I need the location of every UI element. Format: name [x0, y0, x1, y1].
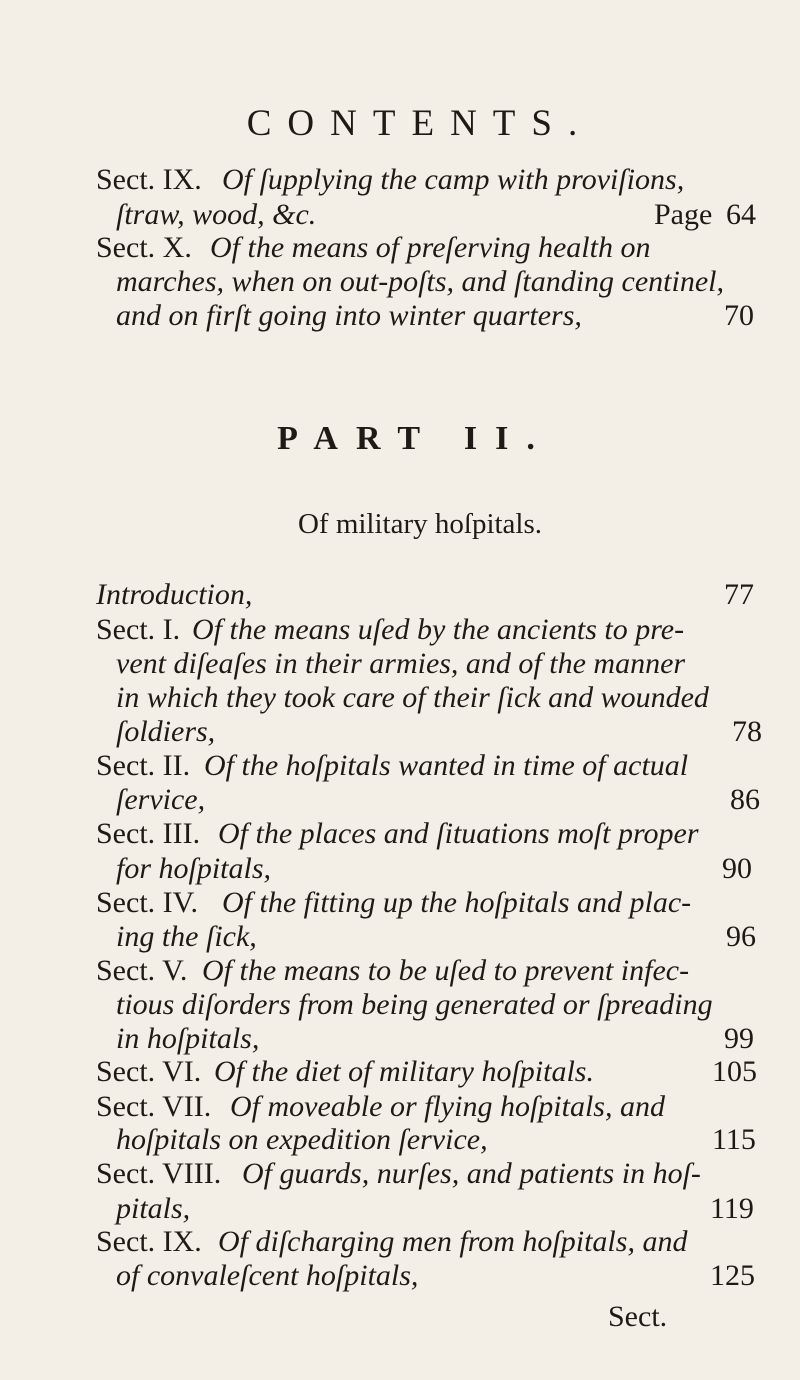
- entry-text: Of the means of preſerving health on: [210, 231, 651, 264]
- page-number: 119: [710, 1192, 754, 1225]
- page-number: 99: [724, 1022, 754, 1055]
- entry-text: Of the means to be uſed to prevent infec-: [202, 954, 690, 987]
- toc-entry-line: [0, 1154, 800, 1194]
- sect-label: Sect. VIII.: [96, 1157, 222, 1190]
- entry-text: Of moveable or flying hoſpitals, and: [230, 1090, 665, 1123]
- entry-text: in hoſpitals,: [116, 1022, 260, 1055]
- catchword-line: [0, 1297, 800, 1337]
- page-number: 90: [722, 852, 752, 885]
- entry-text: in which they took care of their ſick and wounded: [116, 681, 709, 714]
- sect-label: Sect. III.: [96, 817, 201, 850]
- part-subtitle: Of military hoſpitals.: [297, 508, 543, 540]
- toc-entry-line: [0, 814, 800, 854]
- catchword: Sect.: [608, 1300, 668, 1333]
- entry-text: and on firſt going into winter quarters,: [116, 299, 582, 332]
- entry-text: Of the diet of military hoſpitals.: [214, 1055, 594, 1088]
- entry-text: for hoſpitals,: [116, 852, 272, 885]
- page-label: Page: [654, 198, 713, 231]
- page-number: 70: [724, 299, 754, 332]
- page-number: 64: [726, 198, 756, 231]
- entry-text: Of the means uſed by the ancients to pre-: [192, 613, 685, 646]
- entry-text: ſoldiers,: [116, 715, 216, 748]
- sect-label: Sect. IX.: [96, 1225, 202, 1258]
- page-number: 78: [732, 715, 762, 748]
- page-number: 125: [710, 1259, 755, 1292]
- entry-text: vent diſeaſes in their armies, and of the manner: [116, 647, 686, 680]
- entry-text: Of the hoſpitals wanted in time of actual: [204, 749, 689, 782]
- entry-text: Introduction,: [96, 578, 253, 611]
- entry-text: Of the fitting up the hoſpitals and plac-: [222, 886, 692, 919]
- sect-label: Sect. IV.: [96, 886, 198, 919]
- entry-text: Of ſupplying the camp with proviſions,: [222, 163, 685, 196]
- page-number: 77: [724, 578, 754, 611]
- sect-label: Sect. V.: [96, 954, 188, 987]
- entry-text: hoſpitals on expedition ſervice,: [116, 1123, 488, 1156]
- entry-text: Of the places and ſituations moſt proper: [218, 817, 699, 850]
- entry-text: ing the ſick,: [116, 920, 257, 953]
- toc-entry-line: [0, 1256, 800, 1296]
- page-number: 105: [712, 1055, 757, 1088]
- page-number: 115: [712, 1123, 756, 1156]
- entry-text: ſtraw, wood, &c.: [116, 198, 317, 231]
- toc-entry-sect-ix-line1: [0, 160, 800, 200]
- sect-label: Sect. IX.: [96, 163, 202, 196]
- entry-text: tious diſorders from being generated or ſpreading: [116, 988, 713, 1021]
- entry-text: of convaleſcent hoſpitals,: [116, 1259, 419, 1292]
- entry-text: Of diſcharging men from hoſpitals, and: [218, 1225, 688, 1258]
- toc-entry-line: [0, 1052, 800, 1092]
- page-number: 86: [730, 783, 760, 816]
- sect-label: Sect. I.: [96, 613, 181, 646]
- sect-label: Sect. VII.: [96, 1090, 212, 1123]
- entry-text: Of guards, nurſes, and patients in hoſ-: [242, 1157, 701, 1190]
- page-header: CONTENTS.: [246, 103, 594, 144]
- entry-text: marches, when on out-poſts, and ſtanding centinel,: [116, 265, 724, 298]
- toc-entry-introduction: [0, 575, 800, 615]
- sect-label: Sect. X.: [96, 231, 192, 264]
- page-number: 96: [726, 920, 756, 953]
- entry-text: pitals,: [116, 1192, 191, 1225]
- sect-label: Sect. II.: [96, 749, 191, 782]
- part-heading: PART II.: [277, 420, 553, 457]
- sect-label: Sect. VI.: [96, 1055, 202, 1088]
- toc-entry-sect-x-line3: [0, 296, 800, 336]
- entry-text: ſervice,: [116, 783, 206, 816]
